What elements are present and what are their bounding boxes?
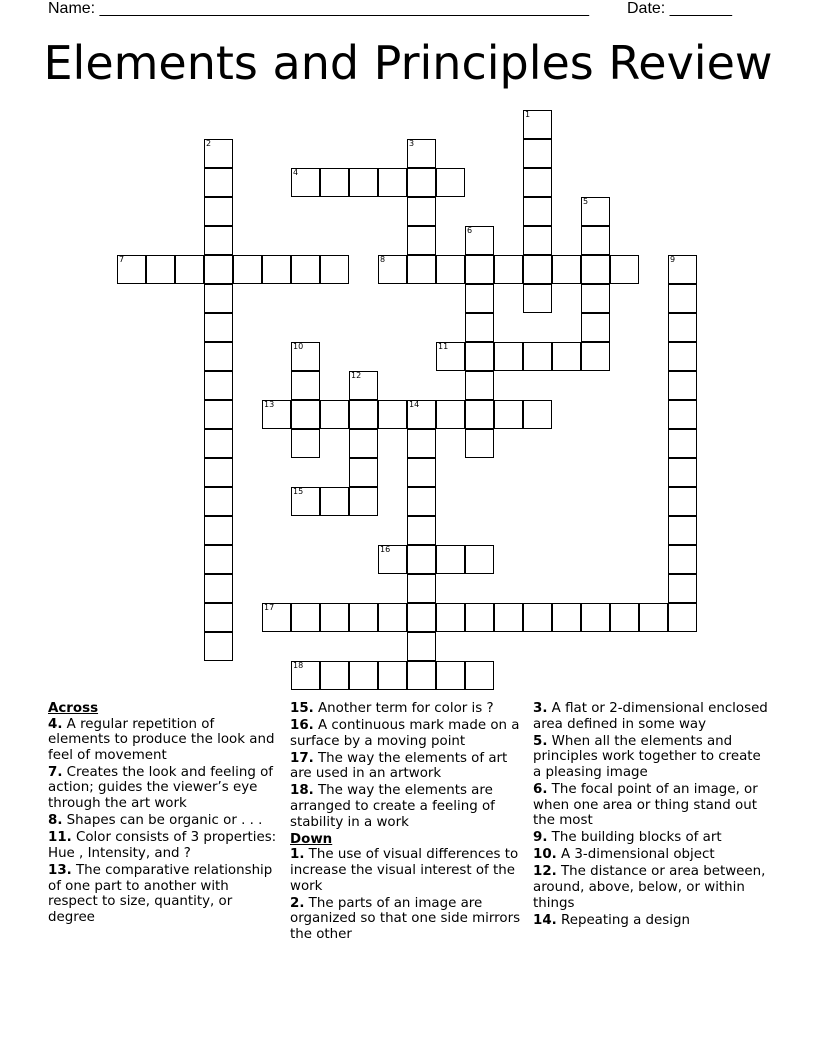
clue-number: 10. xyxy=(533,847,557,863)
crossword-cell[interactable] xyxy=(204,284,233,313)
clue-text: Creates the look and feeling of action; guides the viewer’s eye through the art work xyxy=(48,764,273,812)
crossword-cell[interactable] xyxy=(436,545,465,574)
page-title: Elements and Principles Review xyxy=(43,36,773,90)
clue-number: 17. xyxy=(290,750,314,766)
clue-across-13 xyxy=(48,863,280,925)
clue-down-10 xyxy=(533,847,769,863)
crossword-cell[interactable] xyxy=(204,487,233,516)
clue-number: 2. xyxy=(290,895,305,911)
cell-number: 1 xyxy=(525,110,531,119)
clue-number: 14. xyxy=(533,912,557,928)
crossword-cell[interactable] xyxy=(465,371,494,400)
crossword-cell[interactable] xyxy=(465,226,494,255)
crossword-cell[interactable] xyxy=(407,545,436,574)
cell-number: 12 xyxy=(351,371,362,380)
name-field-label: Name: _______________________________________________________ xyxy=(48,0,589,17)
crossword-cell[interactable] xyxy=(320,400,349,429)
cell-number: 9 xyxy=(670,255,676,264)
crossword-cell[interactable] xyxy=(204,603,233,632)
cell-number: 18 xyxy=(293,661,304,670)
clue-text: A flat or 2-dimensional enclosed area defined in some way xyxy=(533,701,768,732)
crossword-cell[interactable] xyxy=(407,255,436,284)
crossword-cell[interactable] xyxy=(465,313,494,342)
crossword-cell[interactable] xyxy=(465,603,494,632)
cell-number: 5 xyxy=(583,197,589,206)
crossword-cell[interactable] xyxy=(378,168,407,197)
crossword-cell[interactable] xyxy=(349,429,378,458)
clue-text: The comparative relationship of one part to another with respect to size, quantity, or degree xyxy=(48,862,273,925)
clue-number: 9. xyxy=(533,830,548,846)
crossword-cell[interactable] xyxy=(581,342,610,371)
clue-number: 5. xyxy=(533,733,548,749)
crossword-cell[interactable] xyxy=(407,429,436,458)
crossword-cell[interactable] xyxy=(465,545,494,574)
crossword-cell[interactable] xyxy=(465,400,494,429)
crossword-cell[interactable] xyxy=(407,516,436,545)
clue-down-2 xyxy=(290,896,522,943)
crossword-cell[interactable] xyxy=(668,545,697,574)
crossword-cell[interactable] xyxy=(291,429,320,458)
crossword-cell[interactable] xyxy=(494,603,523,632)
clue-text: A continuous mark made on a surface by a moving point xyxy=(290,718,520,749)
crossword-cell[interactable] xyxy=(349,400,378,429)
crossword-cell[interactable] xyxy=(204,313,233,342)
crossword-cell[interactable] xyxy=(523,226,552,255)
crossword-cell[interactable] xyxy=(349,661,378,690)
crossword-cell[interactable] xyxy=(291,661,320,690)
crossword-cell[interactable] xyxy=(436,400,465,429)
crossword-cell[interactable] xyxy=(407,603,436,632)
crossword-cell[interactable] xyxy=(610,603,639,632)
clue-number: 16. xyxy=(290,718,314,734)
crossword-cell[interactable] xyxy=(610,255,639,284)
crossword-cell[interactable] xyxy=(262,255,291,284)
crossword-cell[interactable] xyxy=(407,226,436,255)
crossword-cell[interactable] xyxy=(291,400,320,429)
crossword-cell[interactable] xyxy=(407,139,436,168)
clue-across-16 xyxy=(290,718,522,749)
clue-number: 7. xyxy=(48,764,63,780)
crossword-cell[interactable] xyxy=(378,400,407,429)
cell-number: 3 xyxy=(409,139,415,148)
crossword-cell[interactable] xyxy=(668,313,697,342)
clue-number: 3. xyxy=(533,701,548,716)
crossword-cell[interactable] xyxy=(668,458,697,487)
crossword-cell[interactable] xyxy=(204,429,233,458)
crossword-cell[interactable] xyxy=(668,371,697,400)
crossword-cell[interactable] xyxy=(494,342,523,371)
cell-number: 11 xyxy=(438,342,449,351)
clue-across-18 xyxy=(290,783,522,830)
clue-across-17 xyxy=(290,751,522,782)
crossword-cell[interactable] xyxy=(204,371,233,400)
crossword-cell[interactable] xyxy=(494,255,523,284)
clue-down-1 xyxy=(290,847,522,894)
across-heading: Across xyxy=(48,701,99,716)
clues-column-3 xyxy=(533,701,769,930)
crossword-cell[interactable] xyxy=(204,342,233,371)
crossword-cell[interactable] xyxy=(320,487,349,516)
crossword-cell[interactable] xyxy=(436,342,465,371)
clue-across-15 xyxy=(290,701,522,717)
crossword-cell[interactable] xyxy=(436,168,465,197)
crossword-cell[interactable] xyxy=(262,603,291,632)
clues-column-2 xyxy=(290,701,522,944)
crossword-cell[interactable] xyxy=(407,197,436,226)
clue-down-5 xyxy=(533,734,769,781)
crossword-cell[interactable] xyxy=(552,255,581,284)
crossword-cell[interactable] xyxy=(523,603,552,632)
crossword-cell[interactable] xyxy=(465,284,494,313)
crossword-cell[interactable] xyxy=(465,429,494,458)
crossword-cell[interactable] xyxy=(204,168,233,197)
crossword-cell[interactable] xyxy=(668,429,697,458)
clue-down-3 xyxy=(533,701,769,732)
crossword-cell[interactable] xyxy=(523,255,552,284)
clue-text: Color consists of 3 properties: Hue , Intensity, and ? xyxy=(48,830,277,861)
clue-text: A regular repetition of elements to produce the look and feel of movement xyxy=(48,716,275,763)
crossword-cell[interactable] xyxy=(465,661,494,690)
down-heading: Down xyxy=(290,831,333,847)
crossword-cell[interactable] xyxy=(436,661,465,690)
crossword-cell[interactable] xyxy=(291,342,320,371)
crossword-cell[interactable] xyxy=(581,284,610,313)
cell-number: 17 xyxy=(264,603,275,612)
crossword-cell[interactable] xyxy=(378,603,407,632)
clue-across-11 xyxy=(48,830,280,861)
crossword-cell[interactable] xyxy=(320,255,349,284)
crossword-cell[interactable] xyxy=(523,110,552,139)
crossword-cell[interactable] xyxy=(320,661,349,690)
crossword-cell[interactable] xyxy=(407,632,436,661)
crossword-cell[interactable] xyxy=(668,400,697,429)
crossword-cell[interactable] xyxy=(552,342,581,371)
clue-number: 8. xyxy=(48,813,63,829)
cell-number: 2 xyxy=(206,139,212,148)
crossword-cell[interactable] xyxy=(407,400,436,429)
clue-text: When all the elements and principles work together to create a pleasing image xyxy=(533,733,761,780)
crossword-cell[interactable] xyxy=(349,458,378,487)
clue-text: Shapes can be organic or . . . xyxy=(66,813,263,829)
crossword-cell[interactable] xyxy=(262,400,291,429)
clue-text: The use of visual differences to increase the visual interest of the work xyxy=(290,847,519,894)
crossword-cell[interactable] xyxy=(668,516,697,545)
crossword-cell[interactable] xyxy=(668,255,697,284)
crossword-cell[interactable] xyxy=(668,603,697,632)
crossword-cell[interactable] xyxy=(465,342,494,371)
crossword-cell[interactable] xyxy=(349,487,378,516)
cell-number: 14 xyxy=(409,400,420,409)
crossword-cell[interactable] xyxy=(523,139,552,168)
crossword-cell[interactable] xyxy=(465,255,494,284)
crossword-cell[interactable] xyxy=(204,226,233,255)
crossword-cell[interactable] xyxy=(407,458,436,487)
clue-text: The building blocks of art xyxy=(551,830,722,846)
crossword-cell[interactable] xyxy=(204,458,233,487)
cell-number: 7 xyxy=(119,255,125,264)
clue-text: The distance or area between, around, above, below, or within things xyxy=(533,864,766,911)
cell-number: 6 xyxy=(467,226,473,235)
clue-across-4 xyxy=(48,717,280,764)
crossword-cell[interactable] xyxy=(581,197,610,226)
crossword-cell[interactable] xyxy=(436,255,465,284)
crossword-cell[interactable] xyxy=(349,603,378,632)
crossword-cell[interactable] xyxy=(291,487,320,516)
clue-down-6 xyxy=(533,782,769,829)
crossword-cell[interactable] xyxy=(204,632,233,661)
crossword-cell[interactable] xyxy=(378,661,407,690)
clue-text: A 3-dimensional object xyxy=(561,847,715,863)
clue-text: The way the elements of art are used in an artwork xyxy=(290,750,508,782)
cell-number: 10 xyxy=(293,342,304,351)
clue-text: The way the elements are arranged to create a feeling of stability in a work xyxy=(290,783,495,830)
crossword-cell[interactable] xyxy=(291,603,320,632)
clue-number: 15. xyxy=(290,701,314,716)
crossword-cell[interactable] xyxy=(204,545,233,574)
crossword-cell[interactable] xyxy=(523,342,552,371)
crossword-cell[interactable] xyxy=(668,487,697,516)
crossword-cell[interactable] xyxy=(668,342,697,371)
clues-column-1 xyxy=(48,701,280,957)
clue-down-14 xyxy=(533,913,769,929)
clue-number: 6. xyxy=(533,781,548,797)
crossword-cell[interactable] xyxy=(117,255,146,284)
clue-text: Repeating a design xyxy=(561,912,690,928)
clue-number: 13. xyxy=(48,862,72,878)
crossword-cell[interactable] xyxy=(291,371,320,400)
crossword-cell[interactable] xyxy=(581,226,610,255)
crossword-cell[interactable] xyxy=(436,603,465,632)
crossword-cell[interactable] xyxy=(320,168,349,197)
cell-number: 4 xyxy=(293,168,299,177)
crossword-cell[interactable] xyxy=(523,168,552,197)
crossword-cell[interactable] xyxy=(204,400,233,429)
crossword-cell[interactable] xyxy=(523,284,552,313)
clue-text: The parts of an image are organized so that one side mirrors the other xyxy=(290,895,521,942)
crossword-cell[interactable] xyxy=(378,255,407,284)
cell-number: 8 xyxy=(380,255,386,264)
crossword-cell[interactable] xyxy=(407,487,436,516)
crossword-cell[interactable] xyxy=(378,545,407,574)
crossword-cell[interactable] xyxy=(494,400,523,429)
crossword-cell[interactable] xyxy=(204,574,233,603)
clue-number: 12. xyxy=(533,864,557,880)
clue-number: 11. xyxy=(48,830,72,846)
date-field-label: Date: _______ xyxy=(627,0,732,17)
crossword-cell[interactable] xyxy=(291,255,320,284)
clue-text: The focal point of an image, or when one area or thing stand out the most xyxy=(533,781,758,829)
crossword-cell[interactable] xyxy=(552,603,581,632)
crossword-cell[interactable] xyxy=(175,255,204,284)
clue-down-9 xyxy=(533,830,769,846)
crossword-cell[interactable] xyxy=(639,603,668,632)
clue-across-7 xyxy=(48,765,280,812)
clue-number: 1. xyxy=(290,847,305,863)
crossword-cell[interactable] xyxy=(668,284,697,313)
crossword-cell[interactable] xyxy=(204,197,233,226)
crossword-cell[interactable] xyxy=(233,255,262,284)
crossword-cell[interactable] xyxy=(581,255,610,284)
clue-across-8 xyxy=(48,813,280,829)
crossword-cell[interactable] xyxy=(204,516,233,545)
crossword-cell[interactable] xyxy=(291,168,320,197)
crossword-cell[interactable] xyxy=(668,574,697,603)
crossword-cell[interactable] xyxy=(349,371,378,400)
crossword-cell[interactable] xyxy=(204,255,233,284)
crossword-cell[interactable] xyxy=(581,603,610,632)
crossword-cell[interactable] xyxy=(523,400,552,429)
crossword-cell[interactable] xyxy=(349,168,378,197)
clue-number: 4. xyxy=(48,716,63,732)
crossword-cell[interactable] xyxy=(407,661,436,690)
crossword-cell[interactable] xyxy=(523,197,552,226)
crossword-cell[interactable] xyxy=(407,574,436,603)
crossword-cell[interactable] xyxy=(146,255,175,284)
crossword-cell[interactable] xyxy=(581,313,610,342)
crossword-cell[interactable] xyxy=(407,168,436,197)
cell-number: 15 xyxy=(293,487,304,496)
crossword-cell[interactable] xyxy=(204,139,233,168)
crossword-cell[interactable] xyxy=(320,603,349,632)
cell-number: 16 xyxy=(380,545,391,554)
clue-down-12 xyxy=(533,864,769,911)
clue-number: 18. xyxy=(290,783,314,799)
clue-text: Another term for color is ? xyxy=(318,701,494,716)
cell-number: 13 xyxy=(264,400,275,409)
